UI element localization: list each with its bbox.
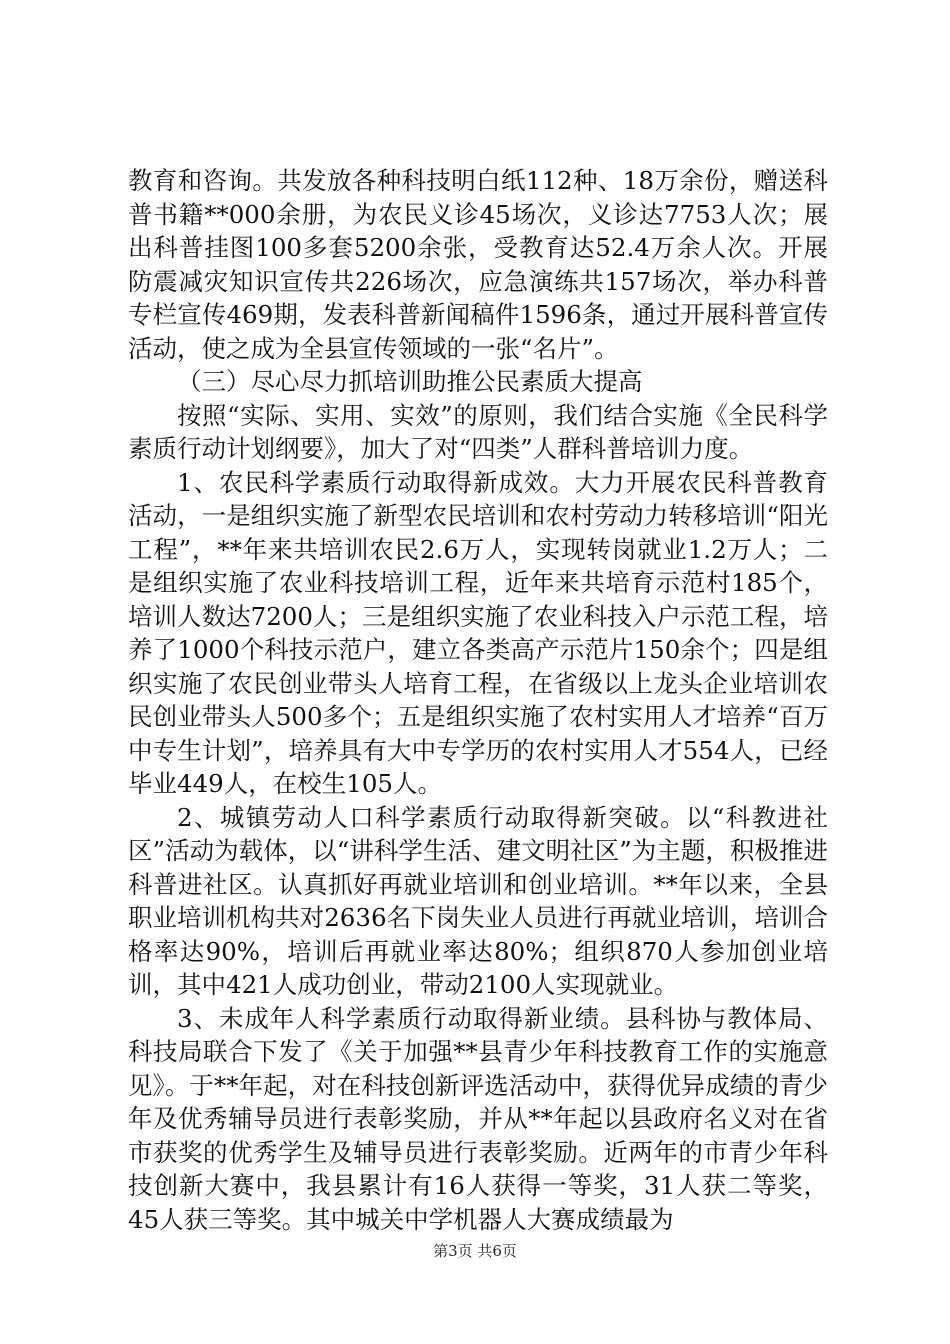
paragraph-minors: 3、未成年人科学素质行动取得新业绩。县科协与教体局、科技局联合下发了《关于加强**县青少年科技教育工作的实施意见》。于**年起，对在科技创新评选活动中，获得优异成绩的青少年及优秀辅导员进行表彰奖励，并从**年起以县政府名义对在省市获奖的优秀学生及辅导员进行表彰奖励。近两年的市青少年科技创新大赛中，我县累计有16人获得一等奖，31人获二等奖，45人获三等奖。其中城关中学机器人大赛成绩最为 xyxy=(128,1003,828,1234)
section-heading: （三）尽心尽力抓培训助推公民素质大提高 xyxy=(177,367,643,396)
paragraph-intro: 按照“实际、实用、实效”的原则，我们结合实施《全民科学素质行动计划纲要》，加大了对“四类”人群科普培训力度。 xyxy=(128,400,828,463)
paragraph-continuation: 教育和咨询。共发放各种科技明白纸112种、18万余份，赠送科普书籍**000余册，为农民义诊45场次，义诊达7753人次；展出科普挂图100多套5200余张，受教育达52.4万余人次。开展防震减灾知识宣传共226场次，应急演练共157场次，举办科普专栏宣传469期，发表科普新闻稿件1596条，通过开展科普宣传活动，使之成为全县宣传领域的一张“名片”。 xyxy=(128,166,828,363)
page-number-label: 第3页 共6页 xyxy=(433,1242,517,1260)
paragraph-urban-labor: 2、城镇劳动人口科学素质行动取得新突破。以“科教进社区”活动为载体，以“讲科学生活、建文明社区”为主题，积极推进科普进社区。认真抓好再就业培训和创业培训。**年以来，全县职业培训机构共对2636名下岗失业人员进行再就业培训，培训合格率达90%，培训后再就业率达80%；组织870人参加创业培训，其中421人成功创业，带动2100人实现就业。 xyxy=(128,802,828,999)
paragraph-farmers: 1、农民科学素质行动取得新成效。大力开展农民科普教育活动，一是组织实施了新型农民培训和农村劳动力转移培训“阳光工程”，**年来共培训农民2.6万人，实现转岗就业1.2万人；二是组织实施了农业科技培训工程，近年来共培育示范村185个，培训人数达7200人；三是组织实施了农业科技入户示范工程，培养了1000个科技示范户，建立各类高产示范片150余个；四是组织实施了农民创业带头人培育工程，在省级以上龙头企业培训农民创业带头人500多个；五是组织实施了农村实用人才培养“百万中专生计划”，培养具有大中专学历的农村实用人才554人，已经毕业449人，在校生105人。 xyxy=(128,467,828,798)
page-footer xyxy=(0,1240,950,1261)
document-body xyxy=(128,164,828,1236)
